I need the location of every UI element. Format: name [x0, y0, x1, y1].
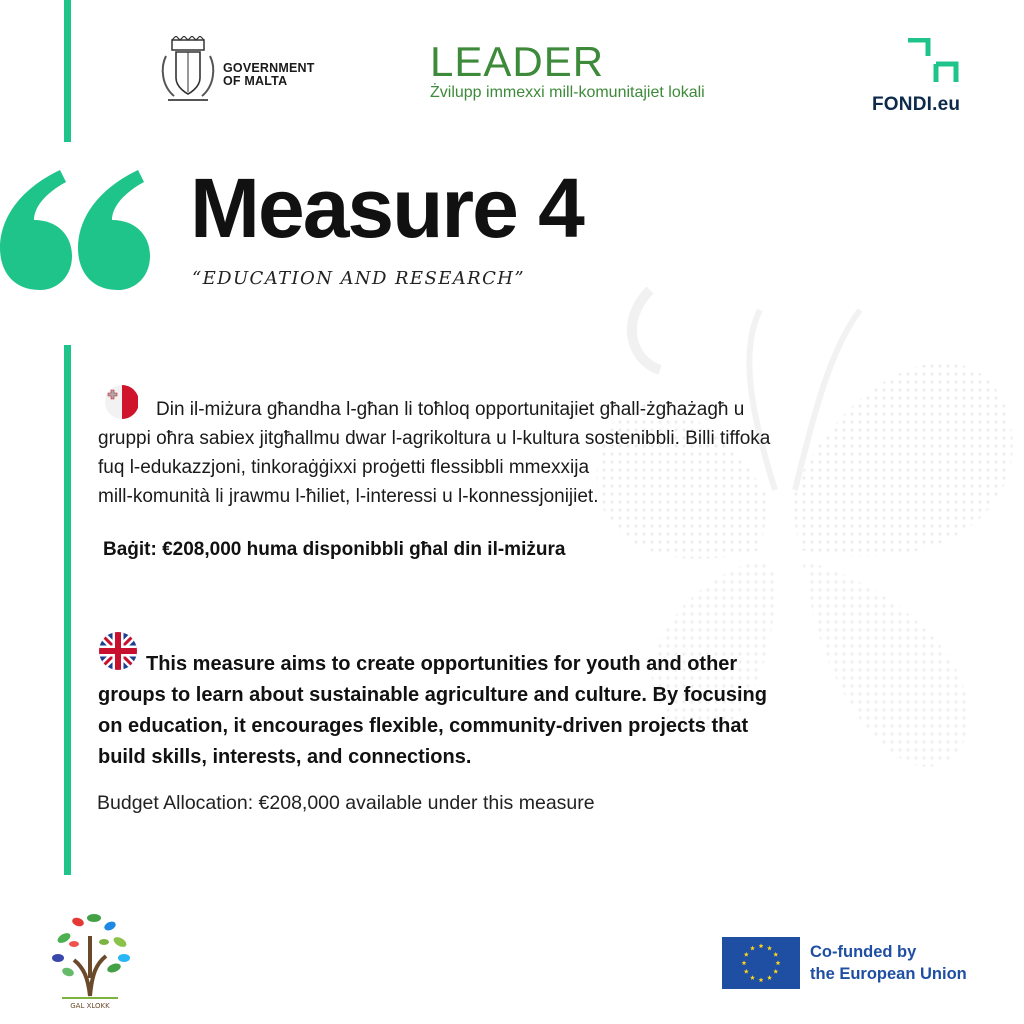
gov-line-2: OF MALTA — [223, 74, 288, 88]
maltese-description — [98, 395, 958, 511]
gal-logo-text: GAL XLOKK — [70, 1002, 110, 1010]
government-of-malta-label — [223, 62, 315, 88]
eu-line-2: the European Union — [810, 965, 967, 983]
page-title: Measure 4 — [190, 161, 583, 255]
gal-xlokk-logo — [44, 908, 136, 1014]
page-subtitle: “EDUCATION AND RESEARCH” — [192, 268, 525, 289]
accent-bar-top — [64, 0, 71, 142]
malta-coat-of-arms-icon — [158, 36, 218, 106]
eu-line-1: Co-funded by — [810, 943, 917, 961]
accent-bar-content — [64, 345, 71, 875]
maltese-line-4: mill-komunità li jrawmu l-ħiliet, l-interessi u l-konnessjonijiet. — [98, 486, 599, 507]
english-budget: Budget Allocation: €208,000 available under this measure — [97, 792, 595, 814]
maltese-line-1: Din il-miżura għandha l-għan li toħloq opportunitajiet għall-żgħażagħ u — [156, 399, 745, 420]
leader-title: LEADER — [430, 38, 605, 85]
eu-cofunded-label — [810, 941, 967, 985]
leader-subtitle: Żvilupp immexxi mill-komunitajiet lokali — [430, 84, 705, 101]
english-line-2: groups to learn about sustainable agriculture and culture. By focusing — [98, 684, 767, 706]
maltese-budget: Baġit: €208,000 huma disponibbli għal din il-miżura — [103, 539, 566, 560]
english-line-3: on education, it encourages flexible, community-driven projects that — [98, 715, 749, 737]
english-line-4: build skills, interests, and connections. — [98, 746, 472, 768]
fondi-label: FONDI.eu — [872, 94, 961, 115]
maltese-line-2: gruppi oħra sabiex jitgħallmu dwar l-agrikoltura u l-kultura sostenibbli. Billi tiffoka — [98, 428, 771, 449]
maltese-line-3: fuq l-edukazzjoni, tinkoraġġixxi proġetti flessibbli mmexxija — [98, 457, 590, 478]
gov-line-1: GOVERNMENT — [223, 61, 315, 75]
quote-mark-icon — [0, 160, 160, 300]
english-line-1: This measure aims to create opportunities for youth and other — [146, 653, 738, 675]
fondi-logo-icon — [906, 38, 960, 84]
eu-flag-icon — [722, 937, 800, 989]
english-description — [98, 649, 898, 773]
